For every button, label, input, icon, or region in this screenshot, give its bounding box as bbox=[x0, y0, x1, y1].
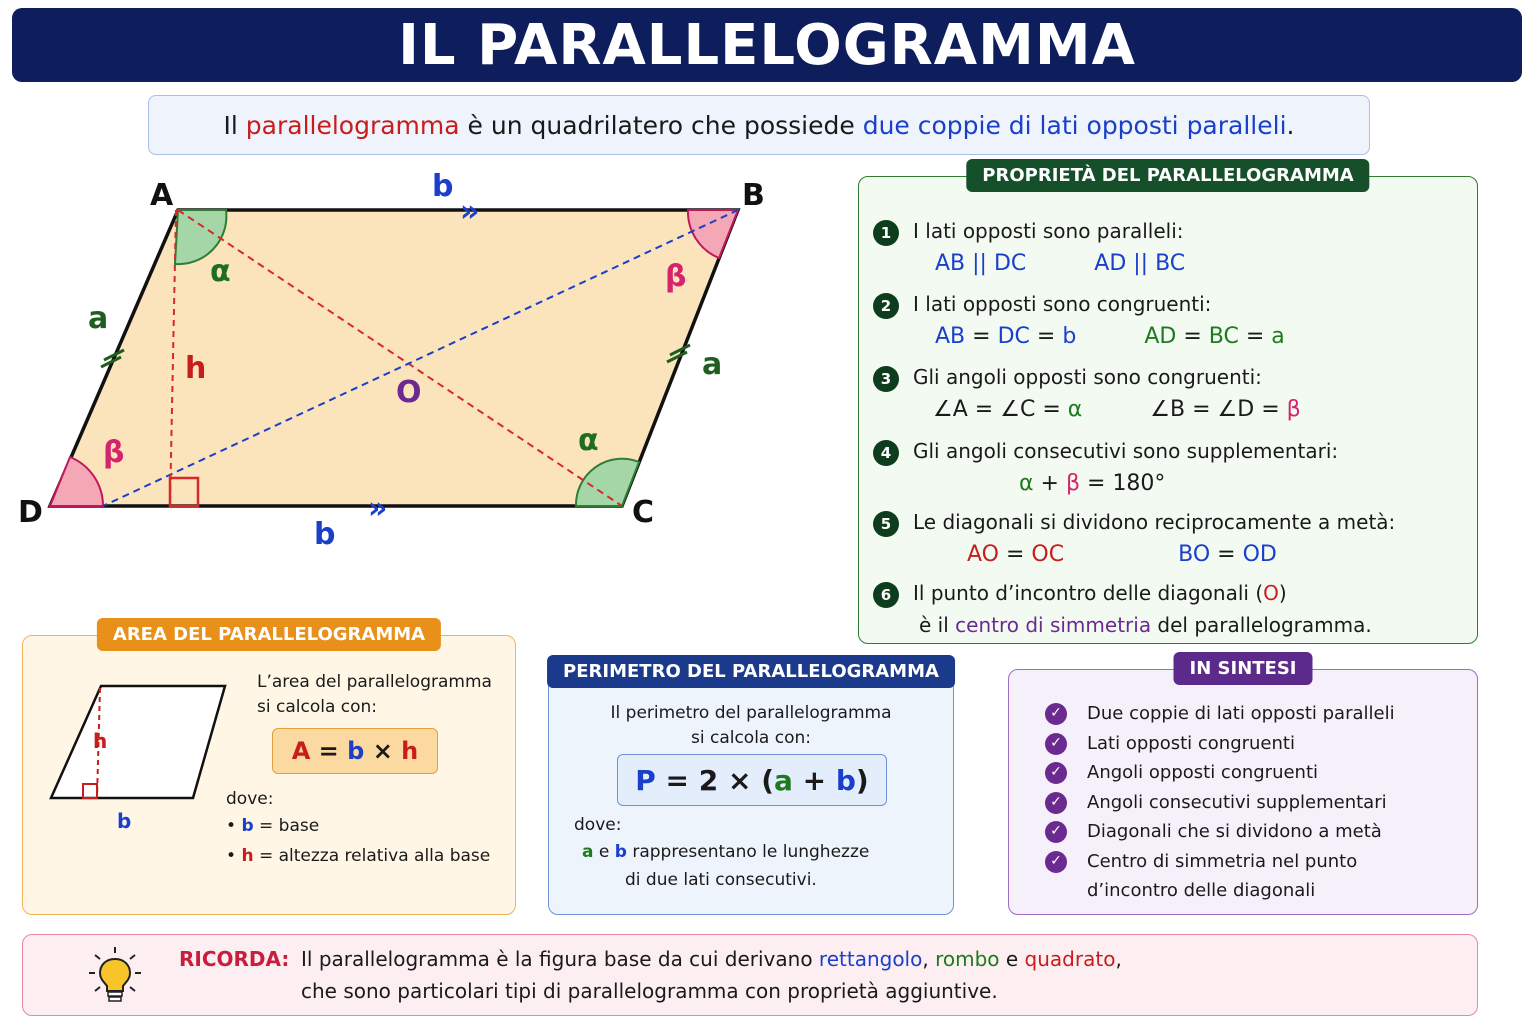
side-bottom-label: b bbox=[314, 517, 336, 552]
property-2 bbox=[873, 292, 1285, 349]
parallelogram-figure bbox=[0, 160, 820, 560]
reminder-quadrato: quadrato bbox=[1024, 947, 1116, 971]
def-symbol: h bbox=[241, 846, 254, 866]
formula-term: b bbox=[1062, 324, 1077, 349]
properties-header: PROPRIETÀ DEL PARALLELOGRAMMA bbox=[966, 159, 1369, 192]
perimeter-header: PERIMETRO DEL PARALLELOGRAMMA bbox=[547, 655, 955, 688]
intro-highlight: due coppie di lati opposti paralleli bbox=[862, 110, 1287, 140]
property-text: Il punto d’incontro delle diagonali ( bbox=[913, 581, 1264, 605]
property-4-formulas bbox=[1019, 471, 1165, 496]
perimeter-formula bbox=[617, 754, 887, 806]
formula-eq: = bbox=[974, 397, 994, 422]
check-icon: ✓ bbox=[1045, 851, 1067, 873]
area-description bbox=[257, 670, 492, 720]
height-label: h bbox=[185, 351, 207, 386]
formula-term: ∠B bbox=[1150, 397, 1186, 422]
formula-term: AO bbox=[967, 542, 999, 567]
area-fig-h: h bbox=[93, 729, 108, 753]
summary-list bbox=[1045, 699, 1395, 906]
area-fig-b: b bbox=[117, 809, 132, 833]
property-6-close: ) bbox=[1278, 581, 1287, 605]
check-icon: ✓ bbox=[1045, 703, 1067, 725]
formula-term: AB bbox=[935, 324, 966, 349]
property-number: 1 bbox=[873, 220, 899, 246]
formula-b: b bbox=[347, 737, 365, 765]
property-text: Le diagonali si dividono reciprocamente a metà: bbox=[913, 510, 1396, 534]
perimeter-panel bbox=[548, 661, 954, 915]
vertex-b: B bbox=[742, 178, 765, 213]
formula-b: b bbox=[835, 763, 856, 797]
formula-term: OC bbox=[1031, 542, 1065, 567]
perimeter-description bbox=[549, 701, 953, 751]
reminder-rettangolo: rettangolo bbox=[818, 947, 923, 971]
property-5 bbox=[873, 510, 1396, 567]
side-top-label: b bbox=[432, 169, 454, 204]
formula-close: ) bbox=[855, 763, 869, 797]
formula-plus: + bbox=[1040, 471, 1059, 496]
formula-term: BO bbox=[1178, 542, 1211, 567]
formula-eq: = bbox=[1261, 397, 1280, 422]
summary-item-text: Diagonali che si dividono a metà bbox=[1087, 821, 1382, 842]
center-o: O bbox=[396, 375, 422, 410]
summary-panel bbox=[1008, 658, 1478, 915]
def-text: base bbox=[278, 816, 320, 836]
area-def-h: • h = altezza relativa alla base bbox=[226, 846, 491, 866]
area-formula bbox=[272, 728, 438, 774]
property-number: 3 bbox=[873, 366, 899, 392]
vertex-d: D bbox=[18, 495, 43, 530]
formula-term: ∠A bbox=[933, 397, 968, 422]
reminder-text: , bbox=[922, 947, 936, 971]
property-6-text: del parallelogramma. bbox=[1151, 613, 1372, 637]
formula-eq: = bbox=[1245, 324, 1265, 349]
formula-h: h bbox=[401, 737, 419, 765]
summary-item bbox=[1045, 847, 1395, 877]
intro-definition bbox=[148, 95, 1370, 155]
area-def-b: • b = base bbox=[226, 816, 320, 836]
property-number: 4 bbox=[873, 440, 899, 466]
property-4 bbox=[873, 439, 1339, 496]
summary-item bbox=[1045, 729, 1395, 759]
property-6 bbox=[873, 581, 1372, 637]
formula-eq: = bbox=[1183, 324, 1202, 349]
parallelogram-svg bbox=[0, 160, 820, 560]
area-dove: dove: bbox=[226, 789, 274, 809]
angle-beta-d: β bbox=[103, 435, 125, 470]
def-b: b bbox=[614, 842, 627, 862]
parallel-mark-bottom: » bbox=[368, 491, 388, 526]
summary-item-continuation: d’incontro delle diagonali bbox=[1087, 880, 1316, 901]
property-6-text: è il bbox=[919, 613, 956, 637]
property-6-o: O bbox=[1263, 581, 1279, 605]
property-text: I lati opposti sono congruenti: bbox=[913, 292, 1212, 316]
area-panel bbox=[22, 624, 516, 915]
perimeter-dove: dove: bbox=[574, 815, 622, 835]
formula-eq: = bbox=[318, 737, 339, 765]
summary-item-text: Centro di simmetria nel punto bbox=[1087, 850, 1358, 872]
reminder-box bbox=[22, 934, 1478, 1016]
def-text: rappresentano le lunghezze bbox=[632, 842, 870, 862]
property-text: Gli angoli opposti sono congruenti: bbox=[913, 365, 1262, 389]
page-title: IL PARALLELOGRAMMA bbox=[398, 12, 1136, 78]
summary-header: IN SINTESI bbox=[1174, 652, 1313, 685]
reminder-line1 bbox=[301, 947, 1122, 971]
perimeter-def-line2: di due lati consecutivi. bbox=[625, 870, 817, 890]
property-6-highlight: centro di simmetria bbox=[955, 613, 1152, 637]
side-right-label: a bbox=[702, 347, 723, 382]
properties-panel bbox=[858, 165, 1478, 644]
formula-term: a bbox=[1271, 324, 1285, 349]
formula-eq: = bbox=[972, 324, 991, 349]
formula-term: 180° bbox=[1112, 471, 1166, 496]
intro-term: parallelogramma bbox=[245, 110, 460, 140]
angle-beta-b: β bbox=[665, 259, 687, 294]
intro-text-1: Il bbox=[223, 110, 246, 140]
property-6-line2 bbox=[919, 613, 1372, 637]
area-parallelogram bbox=[51, 686, 225, 798]
formula-term: α bbox=[1067, 397, 1083, 422]
reminder-rombo: rombo bbox=[935, 947, 1000, 971]
summary-item-text: Angoli opposti congruenti bbox=[1087, 762, 1319, 783]
def-symbol: b bbox=[241, 816, 254, 836]
title-bar bbox=[12, 8, 1522, 82]
area-desc-line2: si calcola con: bbox=[257, 697, 378, 717]
summary-item-text: Angoli consecutivi supplementari bbox=[1087, 791, 1387, 813]
formula-term: DC bbox=[997, 324, 1030, 349]
perimeter-def-line1 bbox=[582, 842, 869, 862]
property-1-formulas bbox=[935, 251, 1185, 276]
check-icon: ✓ bbox=[1045, 762, 1067, 784]
formula-eq: = bbox=[1087, 471, 1106, 496]
formula-eq: = bbox=[1042, 397, 1061, 422]
def-a: a bbox=[582, 842, 594, 862]
property-number: 2 bbox=[873, 293, 899, 319]
property-number: 5 bbox=[873, 511, 899, 537]
summary-item bbox=[1045, 788, 1395, 818]
formula-term: OD bbox=[1242, 542, 1277, 567]
formula-ab-parallel-dc: AB || DC bbox=[935, 251, 1027, 276]
formula-term: ∠D bbox=[1217, 397, 1255, 422]
vertex-c: C bbox=[632, 495, 655, 530]
formula-eq: = bbox=[1192, 397, 1211, 422]
check-icon: ✓ bbox=[1045, 821, 1067, 843]
area-desc-line1: L’area del parallelogramma bbox=[257, 672, 492, 692]
parallel-mark-top: » bbox=[460, 194, 480, 229]
check-icon: ✓ bbox=[1045, 733, 1067, 755]
area-header: AREA DEL PARALLELOGRAMMA bbox=[97, 618, 441, 651]
formula-eq: = bbox=[1036, 324, 1056, 349]
formula-times: × bbox=[372, 737, 393, 765]
lightbulb-icon bbox=[87, 945, 143, 1005]
intro-text-3: . bbox=[1286, 110, 1295, 140]
reminder-label: RICORDA: bbox=[179, 947, 290, 971]
summary-item-text: Due coppie di lati opposti paralleli bbox=[1087, 703, 1395, 724]
formula-term: β bbox=[1286, 397, 1301, 422]
summary-item bbox=[1045, 699, 1395, 729]
reminder-text: , bbox=[1115, 947, 1122, 971]
formula-eq: = bbox=[1217, 542, 1236, 567]
formula-mid: = 2 × ( bbox=[665, 763, 774, 797]
summary-item bbox=[1045, 817, 1395, 847]
summary-item-text: Lati opposti congruenti bbox=[1087, 732, 1295, 754]
formula-term: BC bbox=[1208, 324, 1239, 349]
formula-term: AD bbox=[1144, 324, 1177, 349]
property-1 bbox=[873, 219, 1186, 276]
property-5-formulas bbox=[967, 542, 1277, 567]
formula-a: A bbox=[291, 737, 311, 765]
intro-text-2: è un quadrilatero che possiede bbox=[459, 110, 863, 140]
perimeter-desc-line2: si calcola con: bbox=[690, 728, 811, 748]
formula-a: a bbox=[774, 763, 793, 797]
reminder-line2: che sono particolari tipi di parallelogramma con proprietà aggiuntive. bbox=[301, 979, 998, 1003]
def-text: altezza relativa alla base bbox=[278, 846, 491, 866]
property-text: I lati opposti sono paralleli: bbox=[913, 219, 1184, 243]
angle-alpha-a: α bbox=[210, 254, 231, 289]
property-number: 6 bbox=[873, 582, 899, 608]
summary-item bbox=[1045, 758, 1395, 788]
formula-ad-parallel-bc: AD || BC bbox=[1094, 251, 1186, 276]
angle-alpha-c: α bbox=[578, 423, 599, 458]
property-2-formulas bbox=[935, 324, 1285, 349]
formula-term: ∠C bbox=[1000, 397, 1036, 422]
property-3 bbox=[873, 365, 1301, 422]
side-left-label: a bbox=[88, 301, 109, 336]
reminder-text: e bbox=[999, 947, 1025, 971]
def-and: e bbox=[598, 842, 610, 862]
vertex-a: A bbox=[150, 178, 174, 213]
property-3-formulas bbox=[933, 397, 1301, 422]
formula-eq: = bbox=[1005, 542, 1025, 567]
formula-term: α bbox=[1019, 471, 1034, 496]
formula-plus: + bbox=[802, 763, 827, 797]
check-icon: ✓ bbox=[1045, 792, 1067, 814]
reminder-text: Il parallelogramma è la figura base da cui derivano bbox=[301, 947, 819, 971]
perimeter-desc-line1: Il perimetro del parallelogramma bbox=[610, 703, 892, 723]
formula-term: β bbox=[1065, 471, 1080, 496]
formula-p: P bbox=[635, 763, 656, 797]
property-text: Gli angoli consecutivi sono supplementari: bbox=[913, 439, 1339, 463]
